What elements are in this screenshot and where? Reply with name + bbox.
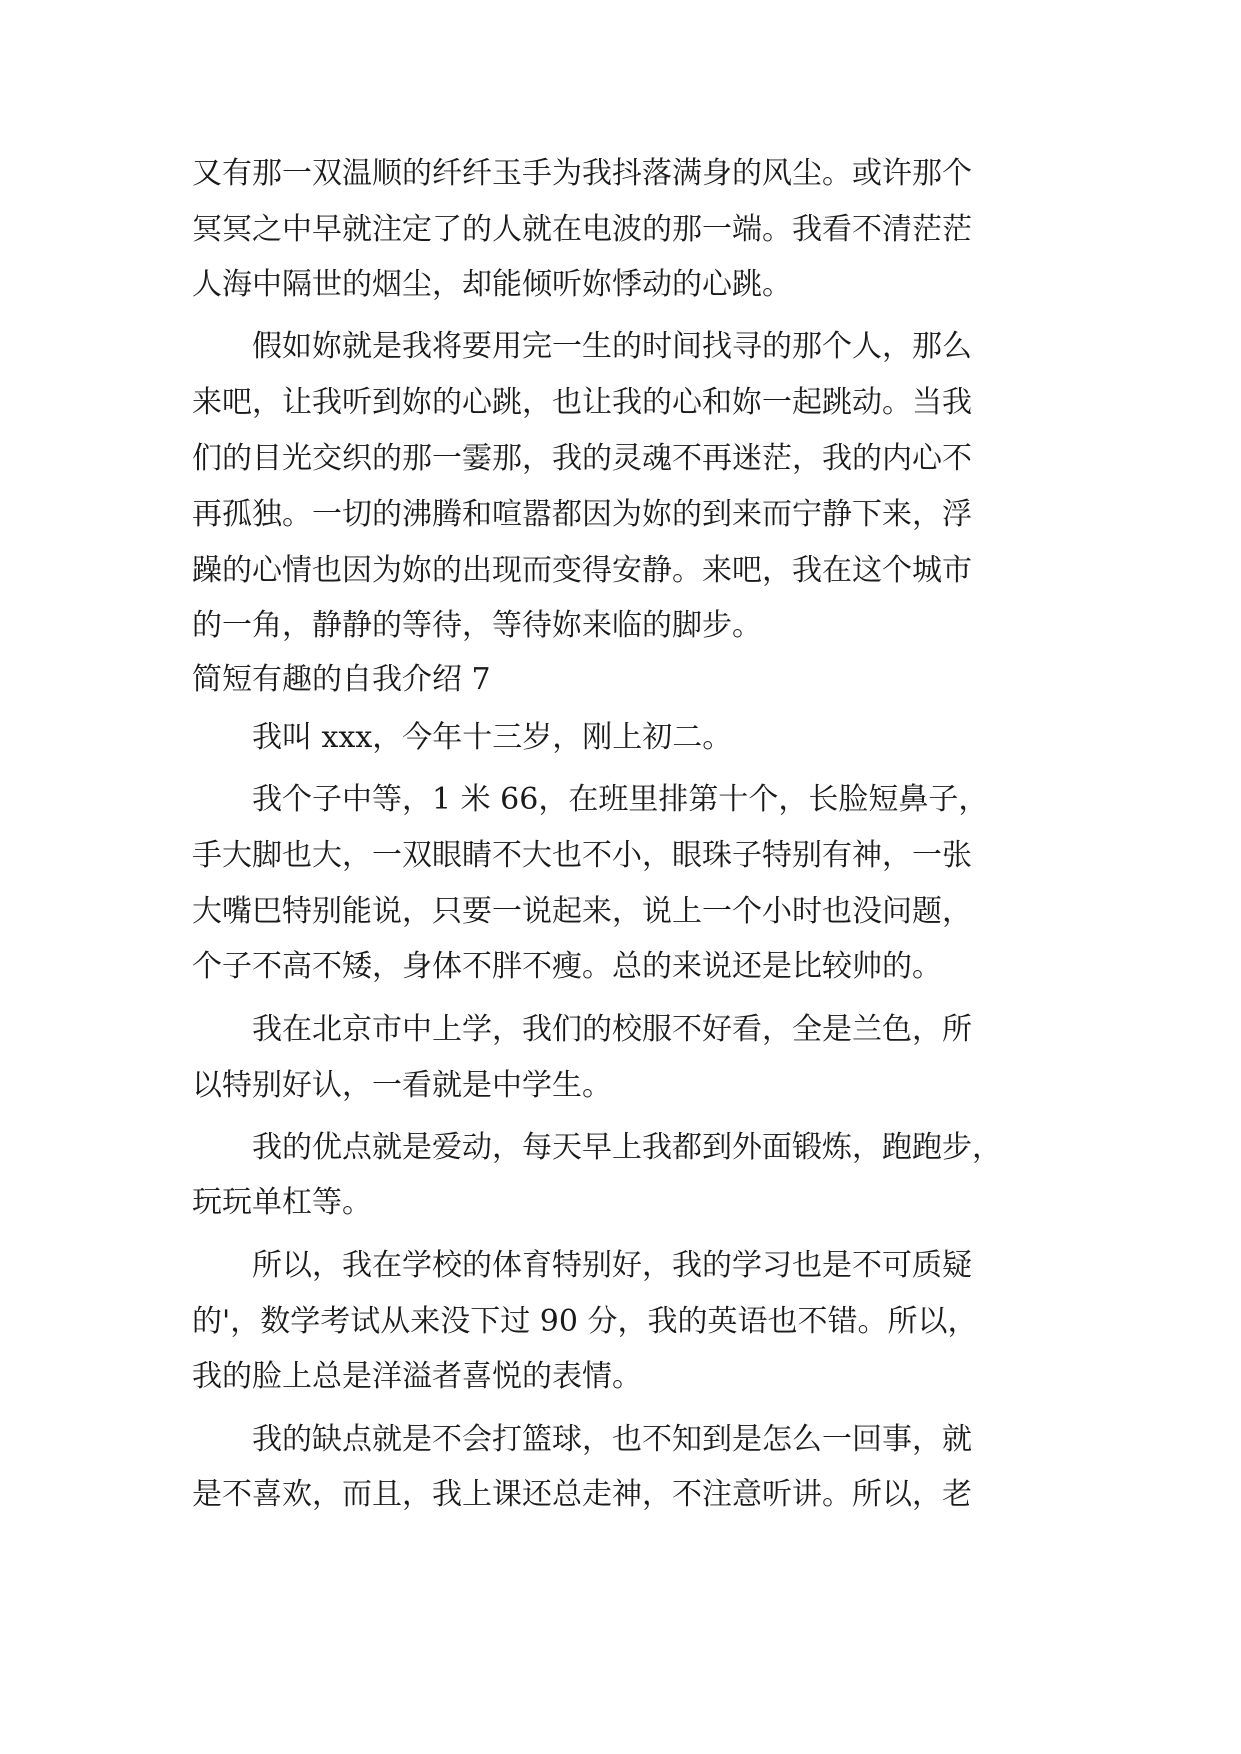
text-line: 的'，数学考试从来没下过 90 分，我的英语也不错。所以， bbox=[192, 1304, 978, 1339]
text-line: 冥冥之中早就注定了的人就在电波的那一端。我看不清茫茫 bbox=[192, 212, 972, 247]
text-line: 我的缺点就是不会打篮球，也不知到是怎么一回事，就 bbox=[252, 1422, 972, 1457]
text-line: 我的脸上总是洋溢者喜悦的表情。 bbox=[192, 1359, 642, 1394]
text-line: 个子不高不矮，身体不胖不瘦。总的来说还是比较帅的。 bbox=[192, 949, 942, 984]
text-line: 躁的心情也因为妳的出现而变得安静。来吧，我在这个城市 bbox=[192, 553, 972, 588]
text-line: 我在北京市中上学，我们的校服不好看，全是兰色，所 bbox=[252, 1012, 972, 1047]
text-line: 大嘴巴特别能说，只要一说起来，说上一个小时也没问题， bbox=[192, 894, 972, 929]
text-line: 人海中隔世的烟尘，却能倾听妳悸动的心跳。 bbox=[192, 267, 792, 302]
text-line: 手大脚也大，一双眼睛不大也不小，眼珠子特别有神，一张 bbox=[192, 838, 972, 873]
text-line: 假如妳就是我将要用完一生的时间找寻的那个人，那么 bbox=[252, 329, 972, 364]
text-line: 以特别好认，一看就是中学生。 bbox=[192, 1068, 612, 1103]
text-line: 我叫 xxx，今年十三岁，刚上初二。 bbox=[252, 720, 733, 755]
section-heading: 简短有趣的自我介绍 7 bbox=[192, 662, 491, 697]
text-line: 来吧，让我听到妳的心跳，也让我的心和妳一起跳动。当我 bbox=[192, 385, 972, 420]
text-line: 们的目光交织的那一霎那，我的灵魂不再迷茫，我的内心不 bbox=[192, 441, 972, 476]
text-line: 我个子中等，1 米 66，在班里排第十个，长脸短鼻子， bbox=[252, 782, 989, 817]
text-line: 我的优点就是爱动，每天早上我都到外面锻炼，跑跑步， bbox=[252, 1130, 1002, 1165]
text-line: 再孤独。一切的沸腾和喧嚣都因为妳的到来而宁静下来，浮 bbox=[192, 497, 972, 532]
text-line: 是不喜欢，而且，我上课还总走神，不注意听讲。所以，老 bbox=[192, 1477, 972, 1512]
text-line: 所以，我在学校的体育特别好，我的学习也是不可质疑 bbox=[252, 1248, 972, 1283]
text-line: 又有那一双温顺的纤纤玉手为我抖落满身的风尘。或许那个 bbox=[192, 156, 972, 191]
text-line: 的一角，静静的等待，等待妳来临的脚步。 bbox=[192, 608, 762, 643]
text-line: 玩玩单杠等。 bbox=[192, 1185, 372, 1220]
